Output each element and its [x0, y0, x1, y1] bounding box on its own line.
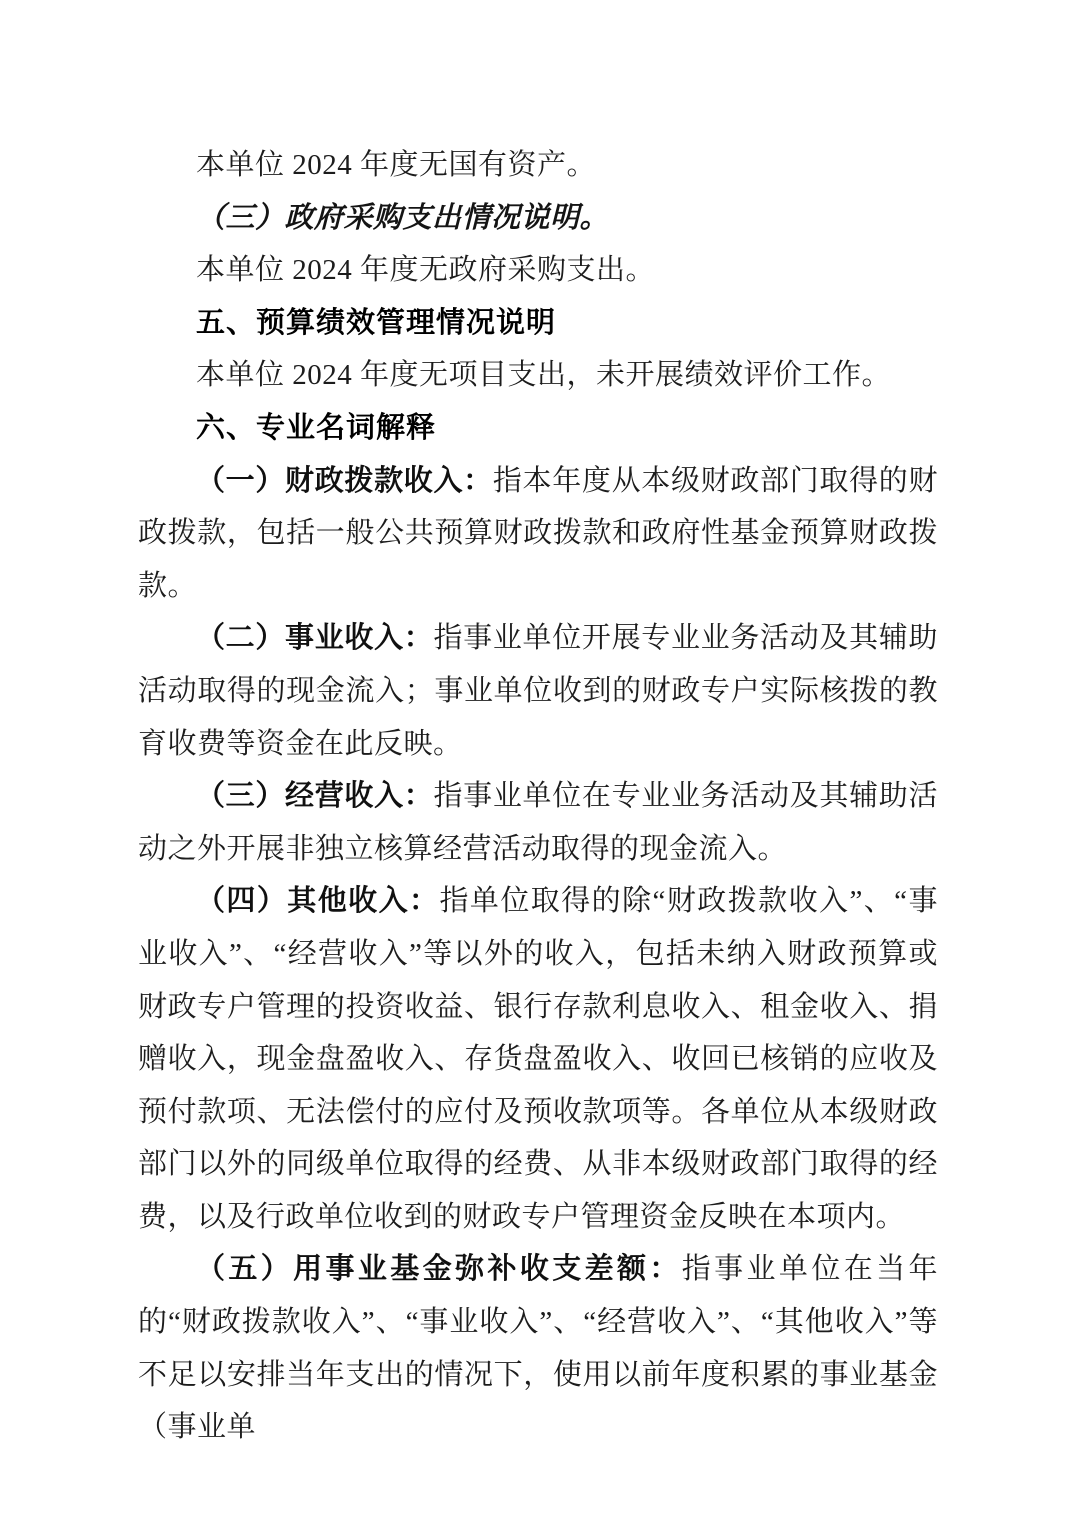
paragraph-text: 本单位 2024 年度无国有资产。 — [196, 149, 597, 181]
section-heading — [138, 297, 938, 350]
definition-paragraph — [138, 770, 938, 875]
paragraph-text: 指单位取得的除“财政拨款收入”、“事业收入”、“经营收入”等以外的收入，包括未纳入财政预算或财政专户管理的投资收益、银行存款利息收入、租金收入、捐赠收入，现金盘盈收入、存货盘盈收入、收回已核销的应收及预付款项、无法偿付的应付及预收款项等。各单位从本级财政部门以外的同级单位取得的经费、从非本级财政部门取得的经费，以及行政单位收到的财政专户管理资金反映在本项内。 — [138, 885, 938, 1233]
paragraph-text: 指事业单位在当年的“财政拨款收入”、“事业收入”、“经营收入”、“其他收入”等不足以安排当年支出的情况下，使用以前年度积累的事业基金（事业单 — [138, 1253, 938, 1444]
definition-term: （一）财政拨款收入： — [196, 464, 493, 497]
paragraph-text: 指事业单位开展专业业务活动及其辅助活动取得的现金流入；事业单位收到的财政专户实际核拨的教育收费等资金在此反映。 — [138, 622, 938, 760]
definition-paragraph — [138, 455, 938, 613]
paragraph-text: 本单位 2024 年度无项目支出，未开展绩效评价工作。 — [196, 359, 892, 392]
paragraph-text: 五、预算绩效管理情况说明 — [196, 306, 557, 339]
definition-paragraph — [138, 1243, 938, 1453]
paragraph-text: 六、专业名词解释 — [196, 411, 437, 444]
subsection-title — [138, 192, 938, 245]
definition-term: （四）其他收入： — [196, 885, 440, 918]
document-content — [138, 139, 938, 1454]
definition-term: （五）用事业基金弥补收支差额： — [196, 1253, 682, 1286]
paragraph — [138, 139, 938, 192]
paragraph-text: 指本年度从本级财政部门取得的财政拨款，包括一般公共预算财政拨款和政府性基金预算财政拨款。 — [138, 464, 938, 602]
definition-term: （二）事业收入： — [196, 622, 434, 655]
section-heading — [138, 402, 938, 455]
paragraph — [138, 244, 938, 297]
definition-paragraph — [138, 612, 938, 770]
paragraph-text: （三）政府采购支出情况说明。 — [196, 201, 610, 234]
definition-paragraph — [138, 875, 938, 1243]
paragraph-text: 指事业单位在专业业务活动及其辅助活动之外开展非独立核算经营活动取得的现金流入。 — [138, 780, 938, 865]
definition-term: （三）经营收入： — [196, 780, 434, 813]
paragraph-text: 本单位 2024 年度无政府采购支出。 — [196, 254, 656, 287]
paragraph — [138, 349, 938, 402]
